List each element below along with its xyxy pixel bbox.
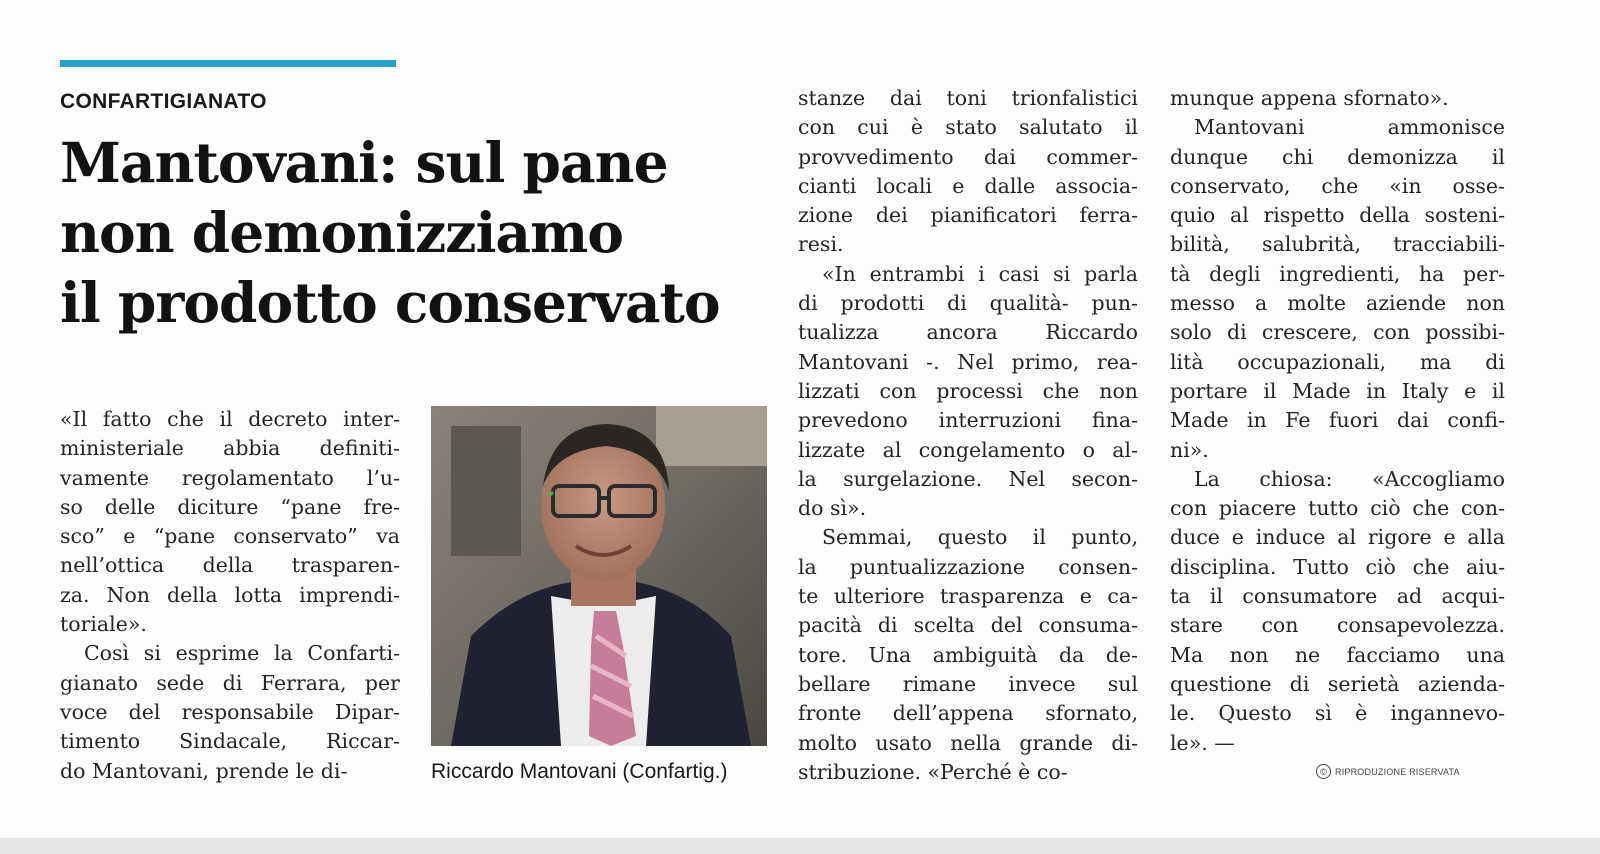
text-line: Ma non ne facciamo una: [1170, 642, 1505, 667]
text-line: Semmai, questo il punto,: [822, 525, 1138, 550]
headline-line: non demonizziamo: [60, 200, 623, 265]
section-label: CONFARTIGIANATO: [60, 90, 267, 113]
text-line: dunque chi demonizza il: [1170, 144, 1505, 169]
text-line: la surgelazione. Nel secon-: [798, 466, 1138, 491]
text-line: vamente regolamentato l’u-: [60, 465, 400, 490]
text-line: provvedimento dai commer-: [798, 144, 1138, 169]
text-line: con piacere tutto ciò che con-: [1170, 496, 1505, 521]
bottom-strip: [0, 838, 1600, 854]
text-line: stanze dai toni trionfalistici: [798, 86, 1138, 110]
text-line: bilità, salubrità, tracciabili-: [1170, 232, 1505, 257]
copyright-icon: ©: [1316, 764, 1331, 779]
text-line: ministeriale abbia definiti-: [60, 436, 400, 461]
text-line: stare con consapevolezza.: [1170, 613, 1505, 638]
text-line: conservato, che «in osse-: [1170, 173, 1505, 198]
section-accent-bar: [60, 60, 396, 67]
article-column-3: [1170, 84, 1505, 758]
text-line: pacità di scelta del consuma-: [798, 613, 1138, 638]
article-column-1: [60, 405, 400, 786]
text-line: disciplina. Tutto ciò che aiu-: [1170, 554, 1505, 579]
text-line: con cui è stato salutato il: [798, 115, 1138, 140]
text-line: te ulteriore trasparenza e ca-: [798, 584, 1138, 609]
text-line: questione di serietà azienda-: [1170, 671, 1505, 696]
text-line: sco” e “pane conservato” va: [60, 524, 400, 549]
text-line: La chiosa: «Accogliamo: [1194, 466, 1505, 491]
text-line: voce del responsabile Dipar-: [60, 699, 400, 724]
text-line: messo a molte aziende non: [1170, 291, 1505, 316]
text-line: tà degli ingredienti, ha per-: [1170, 261, 1505, 286]
text-line: ni».: [1170, 437, 1209, 462]
text-line: lizzati con processi che non: [798, 378, 1138, 403]
photo-caption: Riccardo Mantovani (Confartig.): [431, 760, 728, 783]
text-line: tore. Una ambiguità da de-: [798, 642, 1138, 667]
text-line: zione dei pianificatori ferra-: [798, 203, 1138, 228]
text-line: «In entrambi i casi si parla: [822, 261, 1138, 286]
text-line: molto usato nella grande di-: [798, 730, 1138, 755]
copyright-notice: [1316, 764, 1460, 779]
text-line: bellare rimane invece sul: [798, 671, 1138, 696]
text-line: lità occupazionali, ma di: [1170, 349, 1505, 374]
text-line: za. Non della lotta imprendi-: [60, 582, 400, 607]
headline-line: Mantovani: sul pane: [60, 130, 668, 195]
text-line: prevedono interruzioni fina-: [798, 408, 1138, 433]
text-line: ta il consumatore ad acqui-: [1170, 584, 1505, 609]
text-line: solo di crescere, con possibi-: [1170, 320, 1505, 345]
text-line: munque appena sfornato».: [1170, 86, 1449, 110]
text-line: Made in Fe fuori dai confi-: [1170, 408, 1505, 433]
text-line: portare il Made in Italy e il: [1170, 378, 1505, 403]
text-line: timento Sindacale, Riccar-: [60, 729, 400, 754]
text-line: Mantovani -. Nel primo, rea-: [798, 349, 1138, 374]
text-line: Così si esprime la Confarti-: [84, 641, 400, 666]
text-line: nell’ottica della trasparen-: [60, 553, 400, 578]
text-line: cianti locali e dalle associa-: [798, 173, 1138, 198]
text-line: so delle diciture “pane fre-: [60, 494, 400, 519]
text-line: do Mantovani, prende le di-: [60, 758, 348, 783]
headline: [60, 128, 760, 338]
text-line: le». —: [1170, 730, 1235, 755]
text-line: toriale».: [60, 612, 147, 637]
text-line: la puntualizzazione consen-: [798, 554, 1138, 579]
text-line: duce e induce al rigore e alla: [1170, 525, 1505, 550]
copyright-text: RIPRODUZIONE RISERVATA: [1335, 766, 1460, 777]
text-line: tualizza ancora Riccardo: [798, 320, 1138, 345]
text-line: fronte dell’appena sfornato,: [798, 701, 1138, 726]
text-line: lizzate al congelamento o al-: [798, 437, 1138, 462]
text-line: «Il fatto che il decreto inter-: [60, 407, 400, 431]
text-line: di prodotti di qualità- pun-: [798, 291, 1138, 316]
text-line: stribuzione. «Perché è co-: [798, 759, 1068, 784]
text-line: quio al rispetto della sosteni-: [1170, 203, 1505, 228]
article-column-2: [798, 84, 1138, 787]
text-line: do sì».: [798, 496, 867, 521]
text-line: resi.: [798, 232, 844, 257]
portrait-photo: [431, 406, 767, 746]
text-line: gianato sede di Ferrara, per: [60, 670, 400, 695]
headline-line: il prodotto conservato: [60, 270, 720, 335]
text-line: le. Questo sì è ingannevo-: [1170, 701, 1505, 726]
text-line: Mantovani ammonisce: [1194, 115, 1505, 140]
